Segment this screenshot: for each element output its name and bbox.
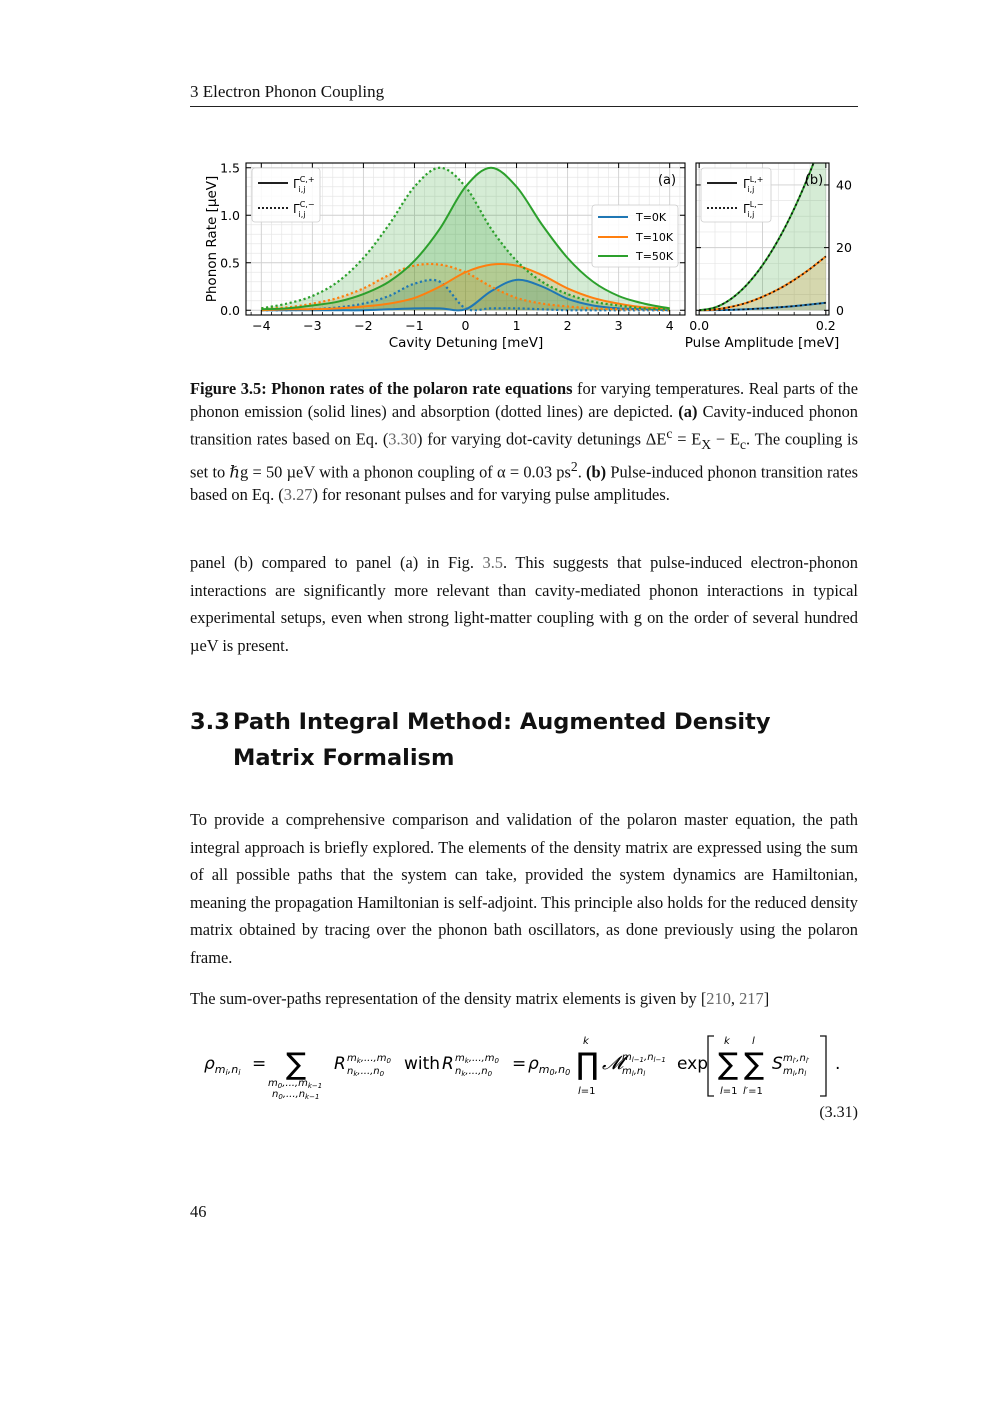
legend-gamma-c-plus: $\Gamma^{C,+}$ i,j [293,175,315,194]
svg-text:∑: ∑ [718,1047,739,1082]
panel-a-xlabel: Cavity Detuning [meV] [388,335,544,351]
legend-gamma-l-minus: $\Gamma^{L,-}$ i,j [743,200,764,219]
svg-text:l=1: l=1 [578,1086,596,1097]
x-tick-label: 4 [665,318,674,333]
svg-text:𝓜: 𝓜 [602,1052,624,1074]
panel-a-ylabel: Phonon Rate [µeV] [204,175,220,303]
paragraph-text: ] [763,989,770,1008]
svg-text:ml,nl: $m_l,n_l$ [783,1066,807,1078]
x-tick-label: −2 [354,318,373,333]
svg-text:nk,...,n0: $n_k,...,n_0$ [455,1066,493,1078]
figure-ref-link[interactable]: 3.5 [482,553,503,572]
x-tick-label: −1 [405,318,424,333]
y-tick-label: 0.5 [220,255,240,271]
svg-text:ρmi,ni: $\rho_mi,ni$ [204,1054,241,1077]
svg-text:mk,...,m0: $m_k,...,m_0$ [347,1053,391,1065]
svg-text:∑: ∑ [744,1047,765,1082]
caption-text: − E [711,429,740,449]
legend-t50-label: T=50K [636,250,674,263]
legend-t10-label: T=10K [636,231,674,244]
svg-text:k: k [583,1036,589,1047]
figure-3-5 [0,0,1000,360]
eq-ref-link[interactable]: 3.27 [283,485,313,505]
svg-text:ml,nl: $m_l,n_l$ [622,1066,646,1078]
panel-a-temp-legend [592,205,678,267]
x-tick-label: −3 [303,318,322,333]
caption-sup: c [666,426,673,441]
y-tick-label: 0 [836,302,844,318]
section-title: Path Integral Method: Augmented Density Matrix Formalism [233,709,771,771]
caption-text: . [577,462,587,482]
eq-ref-link[interactable]: 3.30 [388,429,417,449]
x-tick-label: 0 [461,318,470,333]
citation-link[interactable]: 210 [706,989,731,1008]
panel-a-label: (a) [657,173,677,188]
svg-text:mk,...,m0: $m_k,...,m_0$ [455,1053,499,1065]
y-tick-label: 0.0 [220,302,240,318]
paragraph-text: panel (b) compared to panel (a) in Fig. [190,553,483,572]
svg-text:n0,...,nk−1: $n_0,...,n_{k-1}$ [272,1089,320,1101]
svg-text:l=1: l=1 [720,1086,738,1097]
x-tick-label: 1 [512,318,521,333]
caption-lead: Figure 3.5: Phonon rates of the polaron rate equations [190,379,573,398]
legend-gamma-c-minus: $\Gamma^{C,-}$ i,j [293,200,315,219]
page-number: 46 [190,1202,207,1221]
x-tick-label: 0.0 [689,318,710,333]
caption-sup: 2 [570,459,578,475]
svg-text:nk,...,n0: $n_k,...,n_0$ [347,1066,385,1078]
caption-text: Pulse-induced phonon transition rates based on Eq. ( [190,462,858,505]
y-tick-label: 40 [836,177,852,193]
panel-b-style-legend [701,168,771,222]
svg-text:R: R [442,1054,454,1074]
panel-b-label: (b) [804,173,824,188]
figure-caption [190,378,858,507]
svg-text:=: = [512,1054,527,1074]
caption-sub: X [701,436,712,452]
panel-a [204,160,685,351]
panel-a-style-legend [252,168,320,222]
caption-text: ) for resonant pulses and for varying pulse amplitudes. [312,485,670,505]
equation-3-31 [190,1030,858,1102]
svg-text:ρm0,n0: $\rho_m0,n0$ [528,1054,571,1077]
svg-text:m0,...,mk−1: $m_0,...,m_{k-1}$ [268,1078,323,1090]
caption-sub: c [739,436,747,452]
svg-text:ml′,nl′: $m_{l'},n_{l'}$ [783,1053,810,1065]
caption-text: Cavity-induced phonon transition rates based on Eq. ( [190,401,858,449]
svg-text:.: . [835,1054,841,1074]
caption-text: for varying temperatures. Real parts of the phonon emission (solid lines) and absorption (dotted lines) are depicted. [190,379,858,421]
panel-b-xlabel: Pulse Amplitude [meV] [684,335,840,351]
svg-text:R: R [334,1054,346,1074]
equation-number: (3.31) [819,1104,858,1121]
x-tick-label: 3 [614,318,623,333]
svg-text:exp: exp [677,1054,709,1074]
svg-text:∏: ∏ [576,1047,599,1082]
caption-panel-b-label: (b) [586,462,607,482]
paragraph-3 [190,985,858,1013]
svg-text:l′=1: l′=1 [743,1086,763,1097]
y-tick-label: 20 [836,240,852,256]
svg-text:∑: ∑ [286,1047,307,1082]
paragraph-text: The sum-over-paths representation of the density matrix elements is given by [ [190,989,707,1008]
paragraph-2: To provide a comprehensive comparison and validation of the polaron master equation, the path integral approach is briefly explored. The elements of the density matrix are expressed using the sum of all possible paths that the system can take, provided the system dynamics are Hamiltonian, meaning the propagation Hamiltonian is self-adjoint. This principle also holds for the reduced density matrix obtained by tracing over the phonon bath oscillators, as done previously using the polaron frame. [190,810,858,967]
caption-panel-a-label: (a) [678,401,698,421]
svg-text:S: S [772,1054,783,1074]
caption-text: ) for varying dot-cavity detunings ΔE [416,429,667,449]
y-tick-label: 1.0 [220,207,240,223]
running-head: 3 Electron Phonon Coupling [190,82,385,101]
caption-text: = E [672,429,702,449]
citation-link[interactable]: 217 [739,989,764,1008]
legend-t0-label: T=0K [636,211,667,224]
legend-gamma-l-plus: $\Gamma^{L,+}$ i,j [743,175,764,194]
svg-text:=: = [252,1054,267,1074]
paragraph-1 [190,549,858,659]
paragraph-text: . This suggests that pulse-induced electron-phonon interactions are significantly more relevant than cavity-mediated phonon interactions in typical experimental setups, even when strong light-matter coupling with g on the order of several hundred µeV is present. [190,553,858,655]
caption-text: . The coupling is set to ℏg = 50 µeV with a phonon coupling of α = 0.03 ps [190,429,858,482]
svg-text:l: l [752,1036,755,1047]
panel-b [685,130,852,351]
x-tick-label: −4 [252,318,271,333]
paragraph-text: , [730,989,740,1008]
x-tick-label: 2 [563,318,572,333]
svg-text:ml−1,nl−1: $m_{l-1},n_{l-1}$ [622,1052,666,1064]
svg-text:with: with [404,1054,441,1074]
x-tick-label: 0.2 [815,318,836,333]
y-tick-label: 1.5 [220,160,240,176]
section-number: 3.3 [190,709,230,735]
svg-text:k: k [724,1036,730,1047]
